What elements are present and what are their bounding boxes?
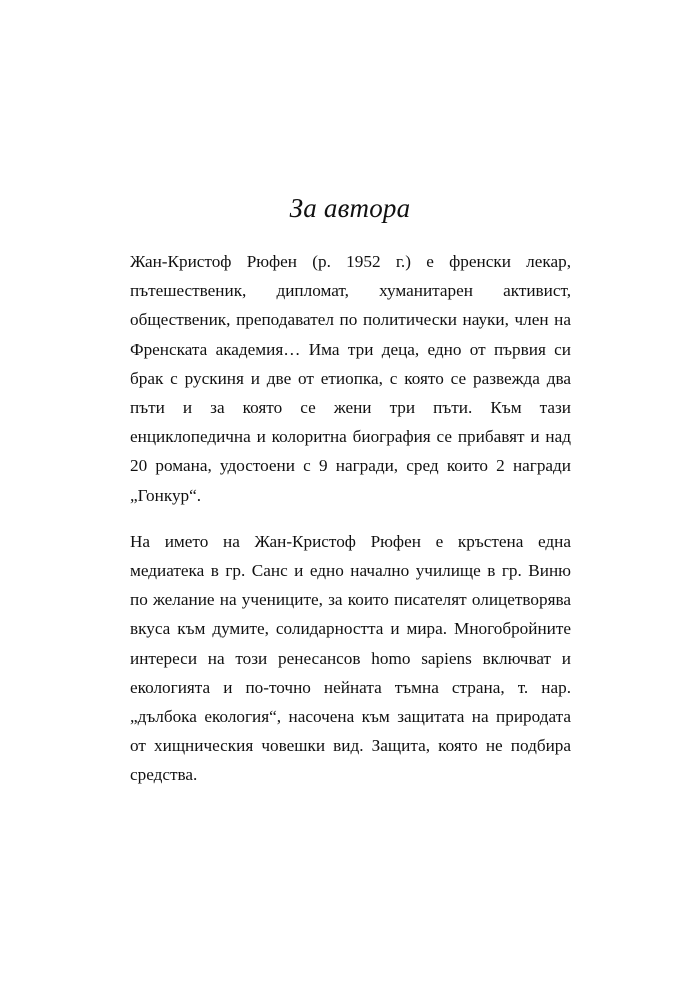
- bio-paragraph-1: Жан-Кристоф Рюфен (р. 1952 г.) е френски лекар, пътешественик, дипломат, хуманитарен активист, общественик, преподавател по политически науки, член на Френската академия… Има три деца, едно от първия си брак с рускиня и две от етиопка, с която се развежда два пъти и за която се жени три пъти. Към тази енциклопедична и колоритна биография се прибавят и над 20 романа, удостоени с 9 награди, сред които 2 награди „Гонкур“.: [130, 252, 571, 505]
- author-bio: [130, 247, 571, 790]
- bio-paragraph-2: На името на Жан-Кристоф Рюфен е кръстена една медиатека в гр. Санс и едно начално училище в гр. Виню по желание на учениците, за които писателят олицетворява вкуса към думите, солидарността и мира. Многобройните интереси на този ренесансов homo sapiens включват и екологията и по-точно нейната тъмна страна, т. нар. „дълбока екология“, насочена към защитата на природата от хищническия човешки вид. Защита, която не подбира средства.: [130, 531, 571, 785]
- page-title: За автора: [289, 193, 411, 223]
